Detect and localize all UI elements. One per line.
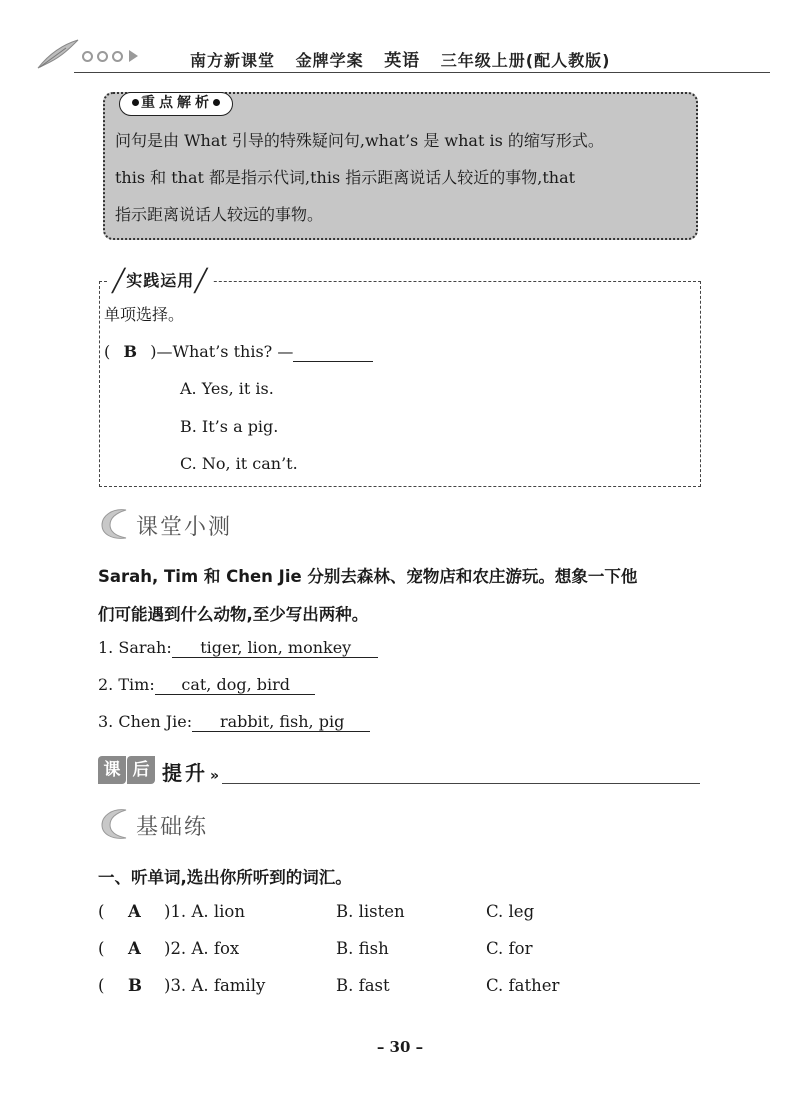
test-item: 2. Tim: cat, dog, bird [98,675,315,695]
exercise-row: ( A )2. A. fox B. fish C. for [98,939,533,958]
subject-name: 英语 [384,51,421,71]
answer-blank [293,342,373,362]
option-b: B. fish [336,939,389,958]
feather-icon [36,38,80,72]
book-name: 金牌学案 [295,51,364,70]
key-point-line: this 和 that 都是指示代词,this 指示距离说话人较近的事物,that [115,168,576,187]
header-rule [74,72,770,73]
header-dots-icon [82,50,138,62]
option-b: B. listen [336,902,405,921]
option-a: A. Yes, it is. [180,379,274,398]
exercise-row: ( B )3. A. family B. fast C. father [98,976,560,995]
answer-mark: B [128,976,142,995]
practice-question: ( B )—What’s this? — [104,342,373,362]
answer-mark: A [128,902,141,921]
section-title: 基础练 [136,815,209,840]
key-point-line: 问句是由 What 引导的特殊疑问句,what’s 是 what is 的缩写形式。 [115,131,604,150]
after-class-title: 提升 » [162,761,218,785]
option-b: B. It’s a pig. [180,417,279,436]
after-chip: 课 [98,756,126,784]
option-b: B. fast [336,976,390,995]
series-name: 南方新课堂 [190,51,276,70]
key-points-body [115,122,684,233]
test-prompt-line: Sarah, Tim 和 Chen Jie 分别去森林、宠物店和农庄游玩。想象一下他 [98,567,638,586]
c-shape-icon [98,506,132,542]
key-points-box [103,92,698,240]
answer-blank: rabbit, fish, pig [192,712,370,732]
answer-blank: tiger, lion, monkey [172,638,378,658]
answer-mark: B [123,342,138,361]
practice-title: ╱实践运用╱ [108,268,213,294]
key-point-line: 指示距离说话人较远的事物。 [115,205,324,224]
option-c: C. father [486,976,560,995]
test-prompt-line: 们可能遇到什么动物,至少写出两种。 [98,605,369,624]
exercise-title: 一、听单词,选出你所听到的词汇。 [98,868,352,887]
after-chip: 后 [127,756,155,784]
option-c: C. for [486,939,533,958]
double-arrow-icon: » [210,768,218,784]
question-text: —What’s this? — [156,342,294,361]
test-item: 3. Chen Jie: rabbit, fish, pig [98,712,370,732]
exercise-row: ( A )1. A. lion B. listen C. leg [98,902,535,921]
c-shape-icon [98,806,132,842]
answer-mark: A [128,939,141,958]
practice-instruction: 单项选择。 [104,305,185,324]
option-c: C. leg [486,902,535,921]
key-points-tag: 重点解析 [119,92,233,116]
page-header [30,40,770,74]
after-class-header [98,756,700,786]
test-item: 1. Sarah: tiger, lion, monkey [98,638,378,658]
practice-box [99,269,701,487]
section-title: 课堂小测 [136,515,233,540]
answer-blank: cat, dog, bird [155,675,315,695]
grade-name: 三年级上册(配人教版) [440,51,611,70]
header-title [190,46,624,71]
option-c: C. No, it can’t. [180,454,298,473]
after-class-rule [222,783,700,784]
page-number: – 30 – [376,1038,424,1056]
